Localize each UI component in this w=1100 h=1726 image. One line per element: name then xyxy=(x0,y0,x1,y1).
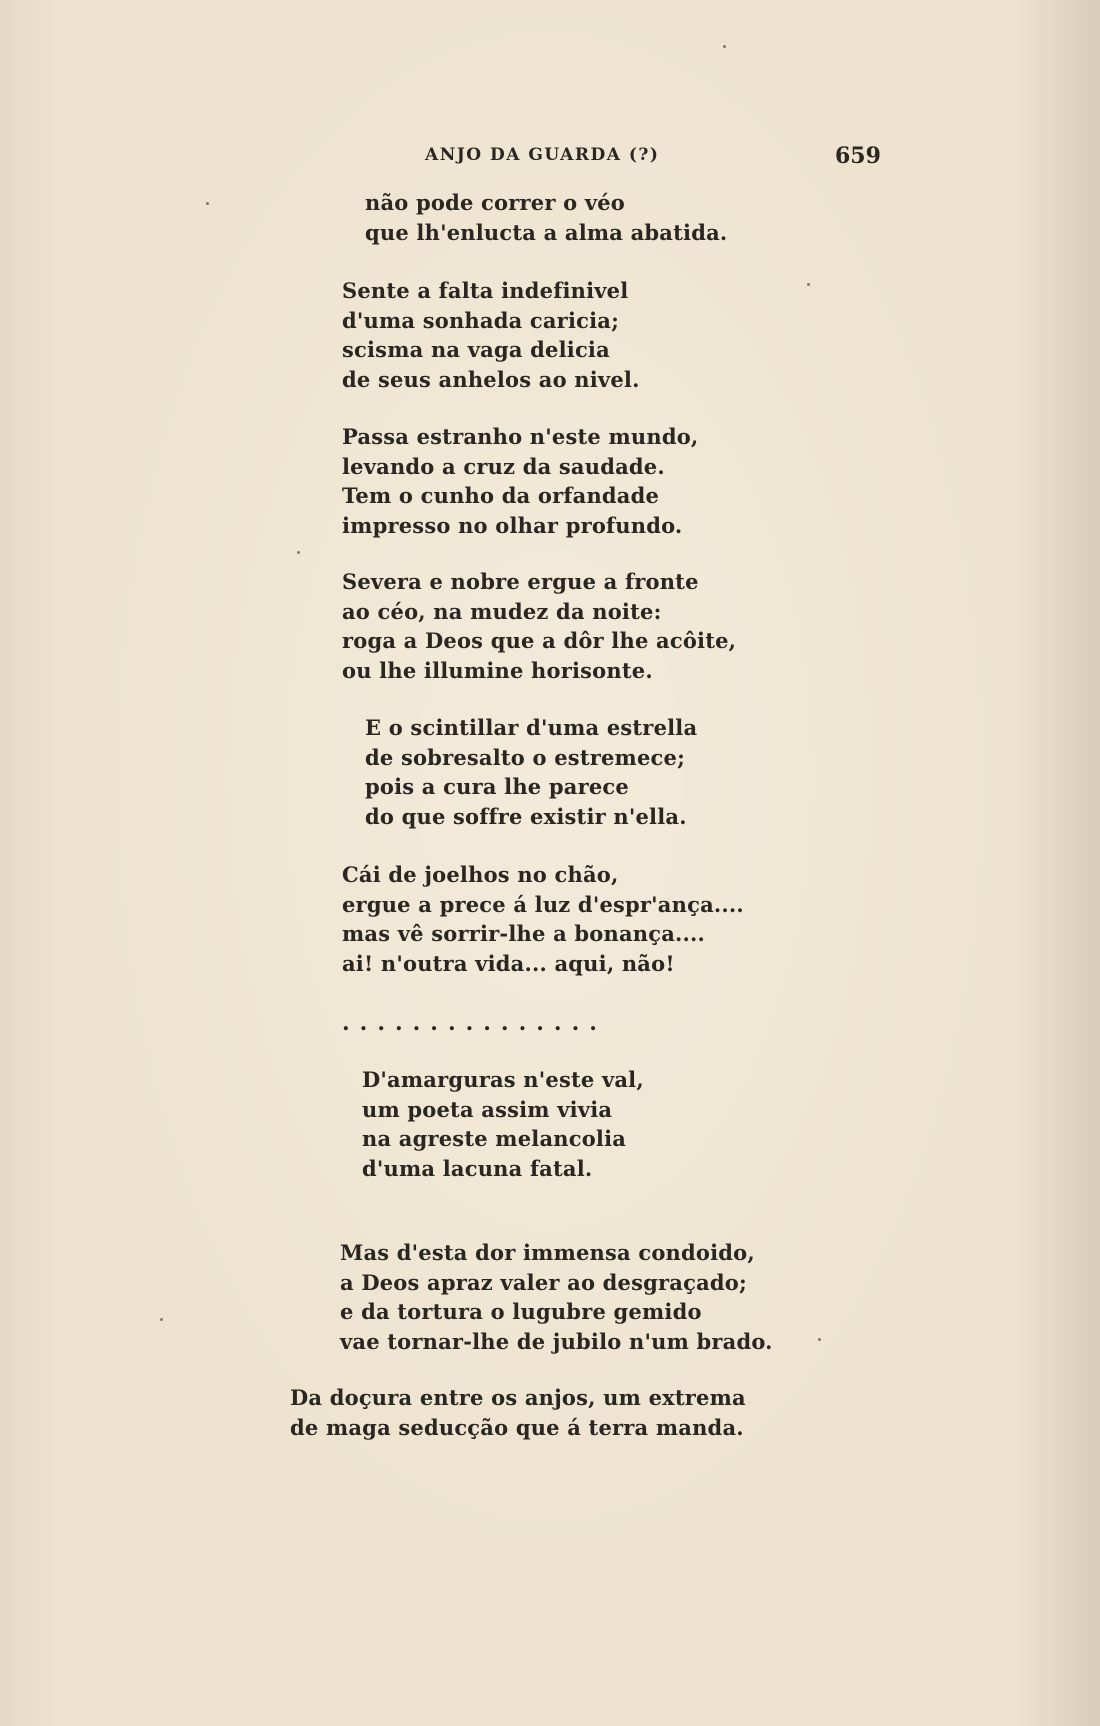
verse-line: Cái de joelhos no chão, xyxy=(342,862,619,887)
verse-line: mas vê sorrir-lhe a bonança.... xyxy=(342,921,706,946)
stanza xyxy=(362,1065,644,1183)
verse-line: vae tornar-lhe de jubilo n'um brado. xyxy=(340,1328,773,1354)
verse-line: levando a cruz da saudade. xyxy=(342,453,665,479)
paper-speck xyxy=(297,551,300,554)
verse-line: pois a cura lhe parece xyxy=(365,774,629,799)
page-header xyxy=(0,145,1100,175)
stanza xyxy=(365,713,697,831)
paper-speck xyxy=(206,202,209,205)
verse-line: a Deos apraz valer ao desgraçado; xyxy=(340,1269,747,1295)
verse-line: Passa estranho n'este mundo, xyxy=(342,424,699,449)
verse-line: que lh'enlucta a alma abatida. xyxy=(365,219,728,245)
stanza xyxy=(340,1238,773,1356)
verse-line: ergue a prece á luz d'espr'ança.... xyxy=(342,891,744,917)
stanza xyxy=(342,276,640,394)
page-number: 659 xyxy=(835,143,881,169)
verse-line: E o scintillar d'uma estrella xyxy=(365,715,698,740)
verse-line: Mas d'esta dor immensa condoido, xyxy=(340,1240,755,1265)
verse-line: de maga seducção que á terra manda. xyxy=(290,1414,744,1440)
stanza xyxy=(342,422,698,540)
paper-speck xyxy=(818,1338,821,1341)
verse-line: na agreste melancolia xyxy=(362,1126,627,1151)
verse-line: do que soffre existir n'ella. xyxy=(365,803,687,829)
stanza xyxy=(365,188,727,247)
verse-line: Da doçura entre os anjos, um extrema xyxy=(290,1385,746,1410)
stanza xyxy=(290,1383,746,1442)
verse-line: um poeta assim vivia xyxy=(362,1096,613,1122)
verse-line: Sente a falta indefinivel xyxy=(342,278,629,303)
verse-line: roga a Deos que a dôr lhe acôite, xyxy=(342,628,737,653)
verse-line: impresso no olhar profundo. xyxy=(342,512,683,538)
verse-line: não pode correr o véo xyxy=(365,190,625,215)
paper-speck xyxy=(807,283,810,286)
verse-line: ai! n'outra vida... aqui, não! xyxy=(342,950,675,976)
verse-line: d'uma sonhada caricia; xyxy=(342,307,620,333)
verse-line: ou lhe illumine horisonte. xyxy=(342,657,653,683)
verse-line: ao céo, na mudez da noite: xyxy=(342,598,662,624)
verse-line: D'amarguras n'este val, xyxy=(362,1067,644,1092)
verse-line: d'uma lacuna fatal. xyxy=(362,1155,593,1181)
verse-line: de seus anhelos ao nivel. xyxy=(342,366,640,392)
verse-line: e da tortura o lugubre gemido xyxy=(340,1299,702,1324)
stanza xyxy=(342,860,744,978)
verse-line: scisma na vaga delicia xyxy=(342,337,610,362)
section-separator: ............... xyxy=(342,1010,607,1036)
paper-speck xyxy=(723,45,726,48)
verse-line: Severa e nobre ergue a fronte xyxy=(342,569,699,594)
verse-line: Tem o cunho da orfandade xyxy=(342,483,660,508)
stanza xyxy=(342,567,736,685)
running-title: ANJO DA GUARDA (?) xyxy=(425,145,660,165)
paper-speck xyxy=(160,1318,163,1321)
verse-line: de sobresalto o estremece; xyxy=(365,744,686,770)
